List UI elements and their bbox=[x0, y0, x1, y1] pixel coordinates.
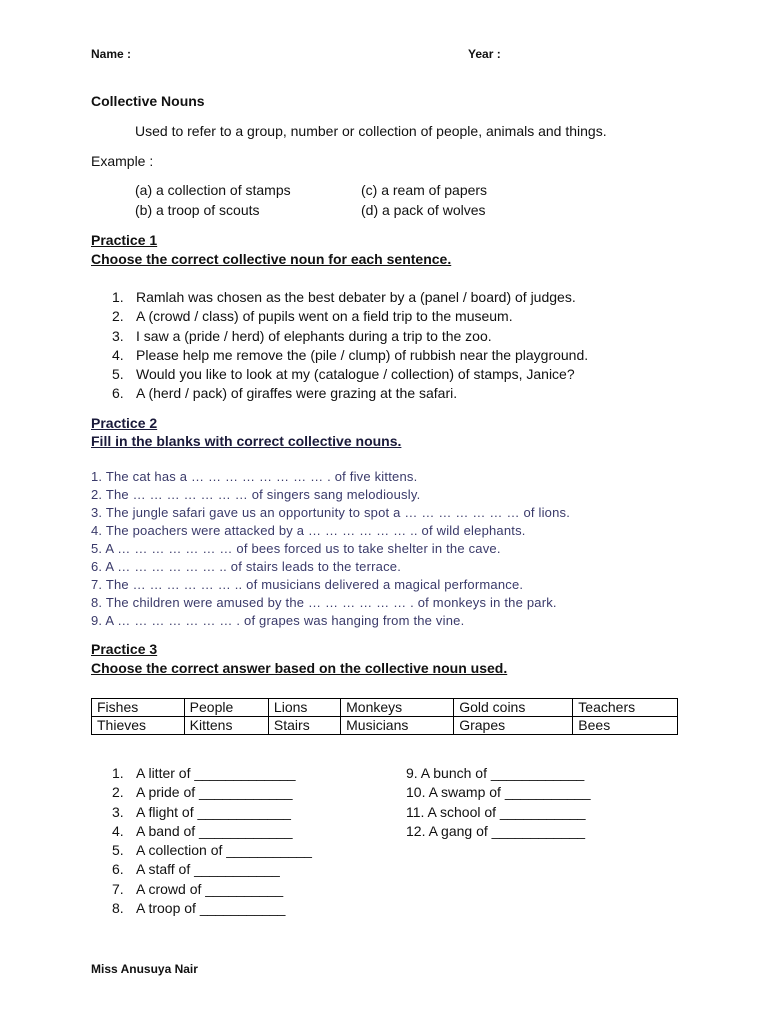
practice1-list bbox=[91, 288, 588, 404]
list-item: 8. The children were amused by the … … … … … … . of monkeys in the park. bbox=[91, 595, 557, 610]
list-item: 5. A … … … … … … … of bees forced us to take shelter in the cave. bbox=[91, 541, 501, 556]
practice3-left-list bbox=[91, 764, 312, 918]
item-text: A troop of ___________ bbox=[136, 900, 286, 917]
table-cell: Teachers bbox=[573, 699, 678, 717]
item-number: 7. bbox=[112, 880, 124, 897]
definition-text: Used to refer to a group, number or collection of people, animals and things. bbox=[135, 123, 607, 139]
list-item: 1. The cat has a … … … … … … … … . of five kittens. bbox=[91, 469, 418, 484]
practice2-list bbox=[91, 468, 570, 630]
item-text: A (crowd / class) of pupils went on a field trip to the museum. bbox=[136, 308, 513, 325]
table-cell: Musicians bbox=[341, 717, 454, 735]
item-text: A staff of ___________ bbox=[136, 861, 280, 878]
list-item bbox=[91, 841, 312, 860]
item-text: A flight of ____________ bbox=[136, 803, 291, 820]
page-title: Collective Nouns bbox=[91, 93, 205, 109]
table-cell: Fishes bbox=[92, 699, 185, 717]
list-item bbox=[91, 307, 588, 326]
list-item: 6. A … … … … … … .. of stairs leads to the terrace. bbox=[91, 559, 402, 574]
table-cell: Thieves bbox=[92, 717, 185, 735]
list-item: 2. The … … … … … … … of singers sang melodiously. bbox=[91, 487, 421, 502]
example-d: (d) a pack of wolves bbox=[361, 202, 486, 218]
list-item: 11. A school of ___________ bbox=[406, 803, 586, 820]
item-text: Ramlah was chosen as the best debater by a (panel / board) of judges. bbox=[136, 289, 576, 305]
table-row bbox=[92, 699, 678, 717]
table-cell: Monkeys bbox=[341, 699, 454, 717]
list-item bbox=[91, 288, 588, 307]
list-item: 10. A swamp of ___________ bbox=[406, 784, 591, 801]
table-cell: Grapes bbox=[454, 717, 573, 735]
examples-right bbox=[361, 180, 487, 220]
noun-table bbox=[91, 698, 678, 735]
practice2-heading: Practice 2 bbox=[91, 415, 158, 431]
example-label: Example : bbox=[91, 153, 154, 169]
examples-left bbox=[135, 180, 291, 220]
list-item bbox=[91, 384, 588, 403]
practice1-heading: Practice 1 bbox=[91, 232, 158, 248]
list-item bbox=[91, 899, 312, 918]
list-item bbox=[91, 346, 588, 365]
list-item bbox=[91, 803, 312, 822]
list-item bbox=[91, 880, 312, 899]
item-number: 6. bbox=[112, 385, 124, 402]
year-label: Year : bbox=[468, 47, 501, 61]
item-number: 1. bbox=[112, 765, 124, 781]
item-text: A collection of ___________ bbox=[136, 842, 312, 859]
table-cell: Lions bbox=[268, 699, 340, 717]
list-item bbox=[91, 764, 312, 783]
name-label: Name : bbox=[91, 47, 132, 61]
item-text: Would you like to look at my (catalogue / collection) of stamps, Janice? bbox=[136, 366, 575, 383]
practice2-instruction: Fill in the blanks with correct collective nouns. bbox=[91, 433, 402, 449]
practice3-heading: Practice 3 bbox=[91, 641, 158, 657]
item-number: 8. bbox=[112, 900, 124, 917]
example-b: (b) a troop of scouts bbox=[135, 202, 260, 218]
item-text: A litter of _____________ bbox=[136, 765, 296, 781]
list-item: 7. The … … … … … … .. of musicians delivered a magical performance. bbox=[91, 577, 524, 592]
list-item bbox=[91, 783, 312, 802]
table-cell: Kittens bbox=[184, 717, 268, 735]
item-text: A (herd / pack) of giraffes were grazing at the safari. bbox=[136, 385, 458, 402]
footer-author: Miss Anusuya Nair bbox=[91, 962, 198, 976]
example-a: (a) a collection of stamps bbox=[135, 182, 291, 198]
item-number: 4. bbox=[112, 346, 124, 363]
practice3-instruction: Choose the correct answer based on the collective noun used. bbox=[91, 660, 508, 676]
item-number: 4. bbox=[112, 822, 124, 839]
item-text: A crowd of __________ bbox=[136, 880, 284, 897]
practice1-instruction: Choose the correct collective noun for each sentence. bbox=[91, 251, 452, 267]
practice3-right-list bbox=[406, 764, 590, 841]
list-item bbox=[91, 327, 588, 346]
item-number: 2. bbox=[112, 784, 124, 801]
table-cell: People bbox=[184, 699, 268, 717]
item-text: Please help me remove the (pile / clump) of rubbish near the playground. bbox=[136, 346, 589, 363]
list-item bbox=[91, 860, 312, 879]
item-number: 2. bbox=[112, 308, 124, 325]
list-item: 12. A gang of ____________ bbox=[406, 822, 586, 839]
table-cell: Gold coins bbox=[454, 699, 573, 717]
list-item bbox=[91, 822, 312, 841]
example-c: (c) a ream of papers bbox=[361, 182, 488, 198]
item-text: A band of ____________ bbox=[136, 822, 293, 839]
item-number: 6. bbox=[112, 861, 124, 878]
item-number: 5. bbox=[112, 842, 124, 859]
table-row bbox=[92, 717, 678, 735]
list-item: 4. The poachers were attacked by a … … … … … … .. of wild elephants. bbox=[91, 523, 526, 538]
list-item: 3. The jungle safari gave us an opportunity to spot a … … … … … … … of lions. bbox=[91, 505, 571, 520]
item-number: 3. bbox=[112, 803, 124, 820]
item-number: 5. bbox=[112, 366, 124, 383]
item-number: 1. bbox=[112, 289, 124, 305]
table-cell: Stairs bbox=[268, 717, 340, 735]
list-item bbox=[91, 365, 588, 384]
list-item: 9. A bunch of ____________ bbox=[406, 765, 585, 781]
item-text: A pride of ____________ bbox=[136, 784, 293, 801]
table-cell: Bees bbox=[573, 717, 678, 735]
item-text: I saw a (pride / herd) of elephants during a trip to the zoo. bbox=[136, 327, 492, 344]
item-number: 3. bbox=[112, 327, 124, 344]
list-item: 9. A … … … … … … … . of grapes was hanging from the vine. bbox=[91, 613, 465, 628]
